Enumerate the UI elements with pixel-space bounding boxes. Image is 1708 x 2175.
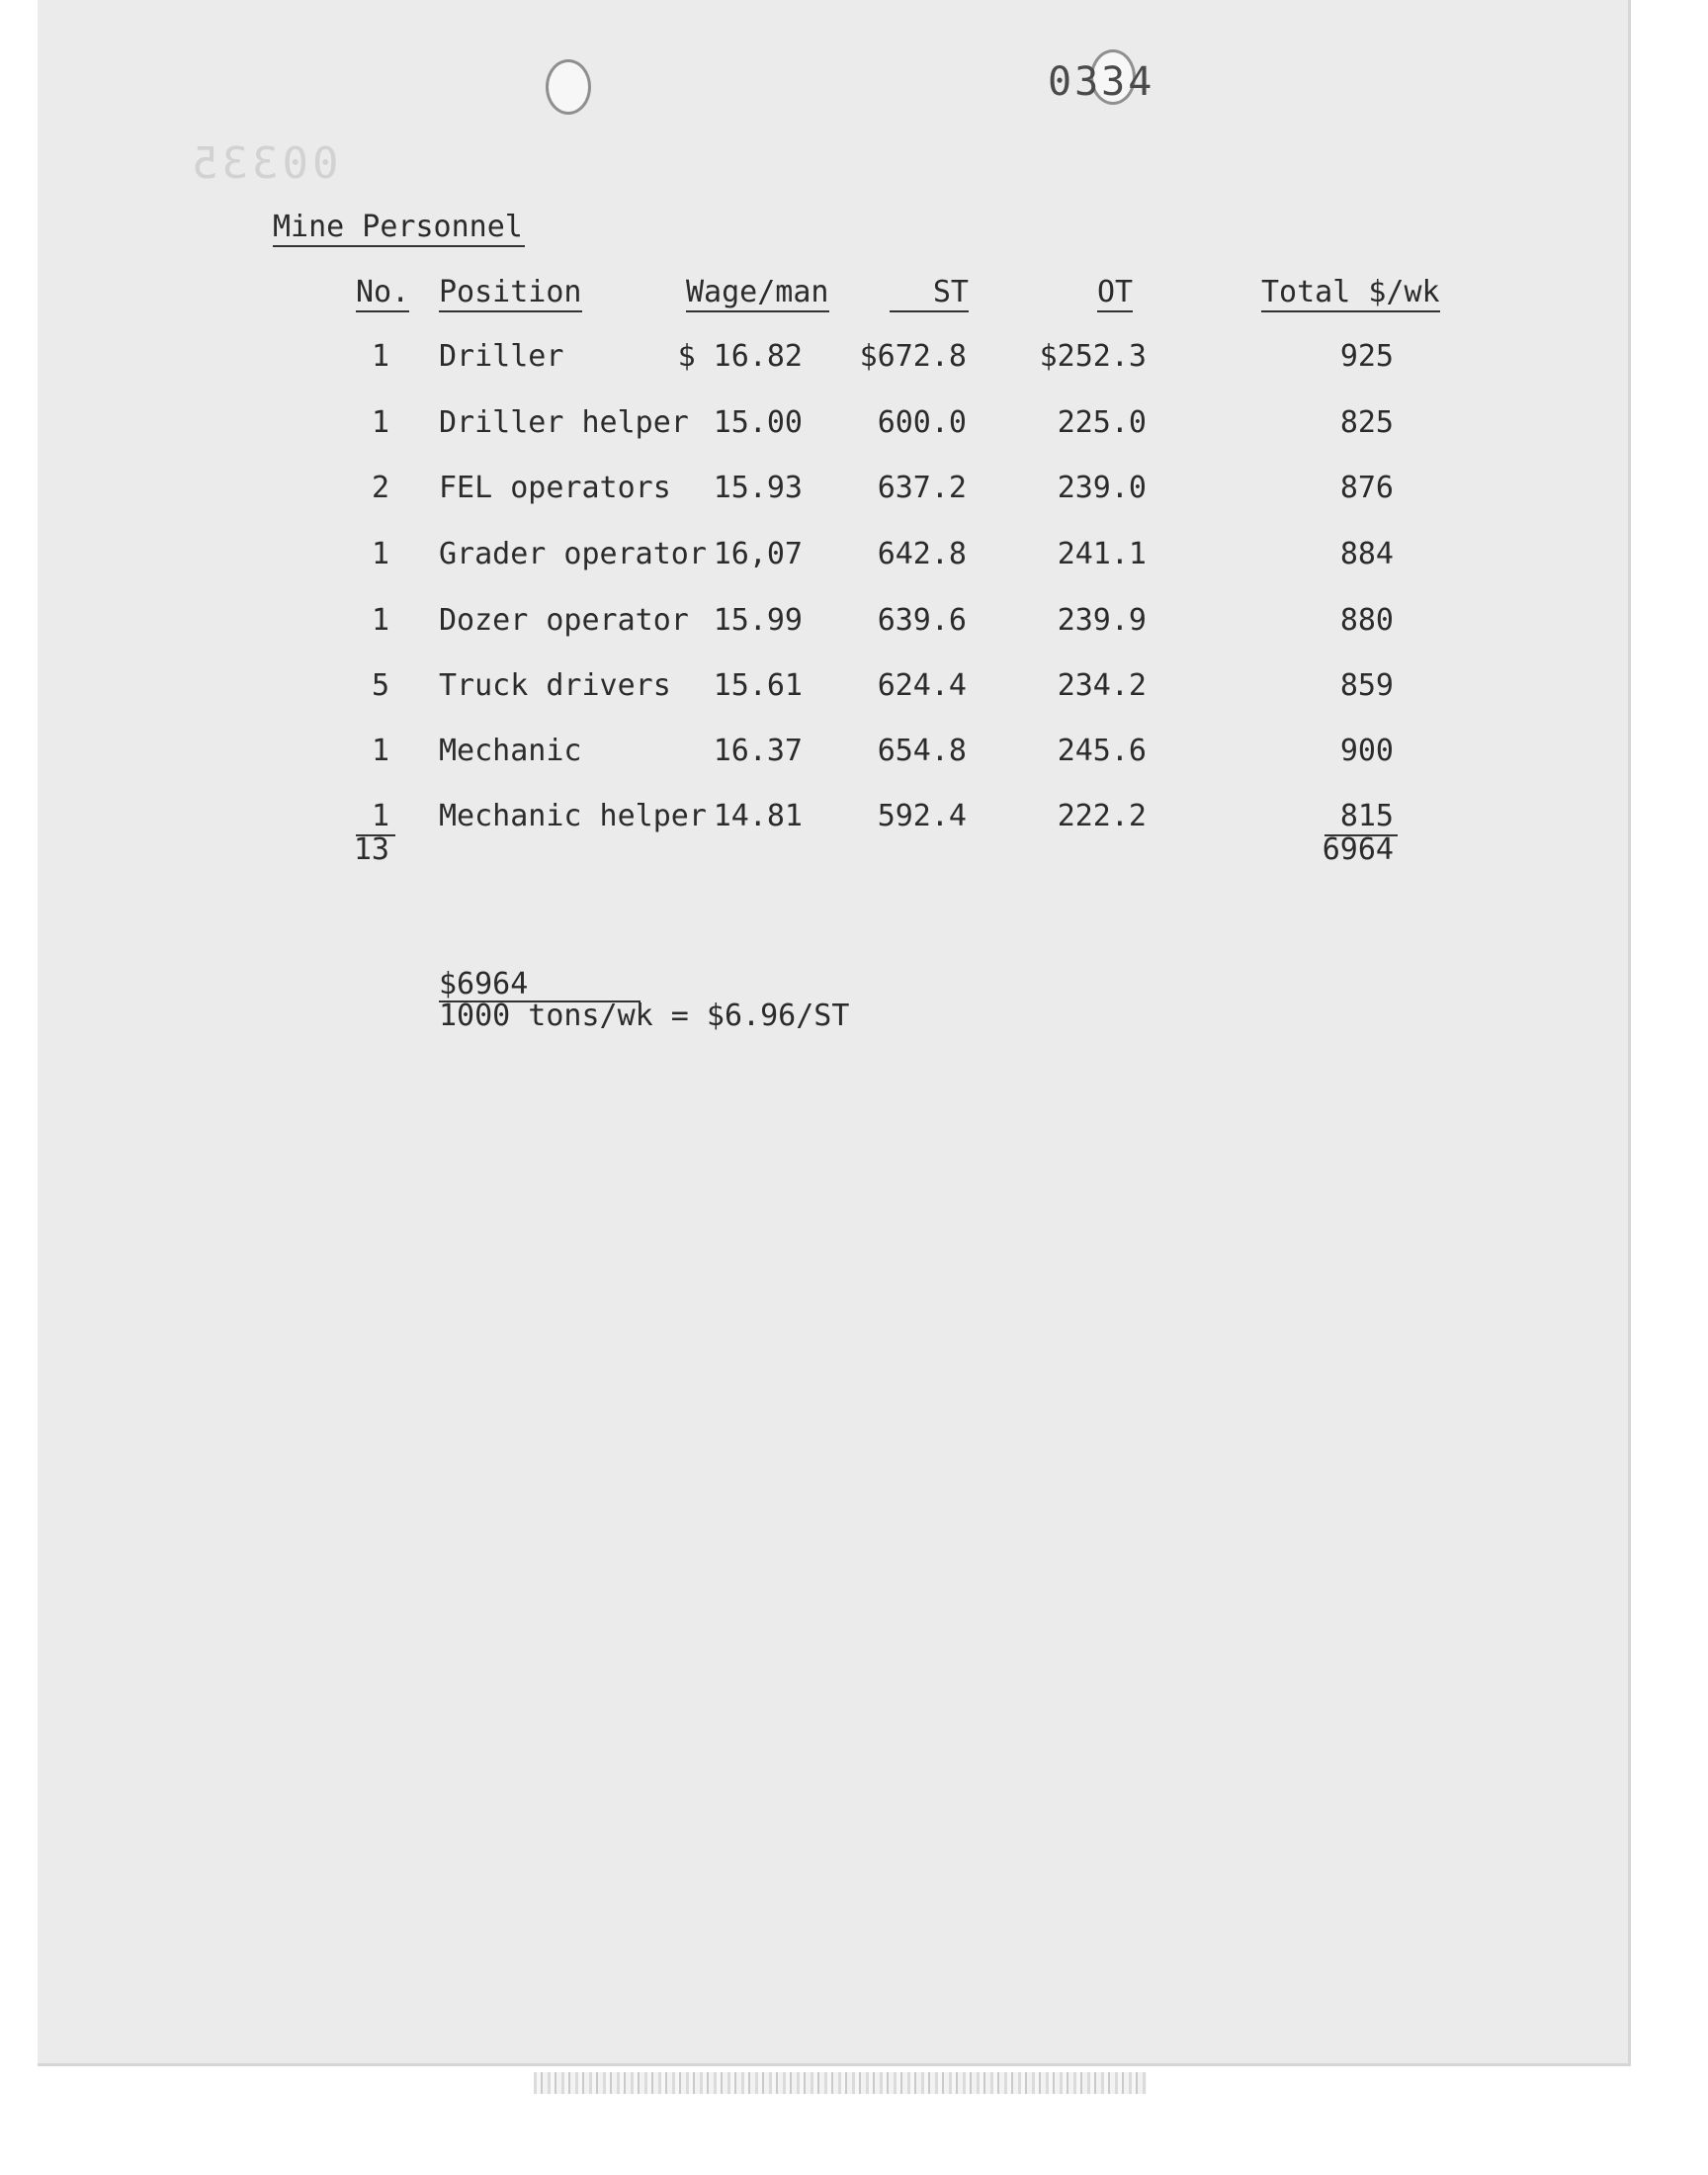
punch-hole-left [546,59,591,115]
table-cell-position: Driller helper [439,405,689,440]
total-amount: 6964 [1322,832,1394,867]
table-cell-no: 1 [371,734,389,768]
table-cell-st: 624.4 [877,668,967,703]
table-cell-wage: 15.00 [713,405,803,440]
calc-denominator-result: 1000 tons/wk = $6.96/ST [439,999,850,1033]
table-cell-wage: 15.99 [713,603,803,638]
table-cell-wage: 14.81 [713,799,803,833]
table-cell-st: $672.8 [859,339,967,374]
table-cell-total: 859 [1339,668,1394,703]
header-total: Total $/wk [1261,275,1440,312]
table-cell-total: 876 [1339,471,1394,505]
table-cell-total: 880 [1339,603,1394,638]
table-cell-position: Mechanic [439,734,582,768]
header-no: No. [356,275,409,312]
table-cell-position: Driller [439,339,564,374]
table-cell-st: 654.8 [877,734,967,768]
table-cell-no: 1 [371,405,389,440]
table-cell-no: 1 [371,339,389,374]
table-cell-st: 592.4 [877,799,967,833]
table-cell-position: Mechanic helper [439,799,707,833]
table-cell-no: 1 [371,799,389,833]
table-cell-wage: $ 16.82 [677,339,803,374]
table-cell-ot: 234.2 [1057,668,1147,703]
table-cell-no: 2 [371,471,389,505]
table-cell-wage: 16,07 [713,537,803,571]
bleed-through-number: 00335 [188,138,339,189]
table-cell-ot: 239.0 [1057,471,1147,505]
table-cell-st: 642.8 [877,537,967,571]
page-title: Mine Personnel [273,210,525,247]
scan-artifact [534,2072,1147,2094]
table-cell-no: 1 [371,537,389,571]
header-wage: Wage/man [686,275,829,312]
table-cell-ot: 222.2 [1057,799,1147,833]
table-cell-position: Grader operator [439,537,707,571]
table-cell-no: 1 [371,603,389,638]
table-cell-position: FEL operators [439,471,671,505]
table-cell-total: 815 [1339,799,1394,833]
table-cell-wage: 15.61 [713,668,803,703]
table-cell-position: Truck drivers [439,668,671,703]
table-cell-total: 925 [1339,339,1394,374]
header-position: Position [439,275,582,312]
table-cell-ot: $252.3 [1039,339,1147,374]
table-cell-wage: 15.93 [713,471,803,505]
total-count: 13 [353,832,389,867]
calc-numerator: $6964 [439,967,529,1001]
header-ot: OT [1097,275,1133,312]
table-cell-st: 637.2 [877,471,967,505]
table-cell-ot: 241.1 [1057,537,1147,571]
table-cell-ot: 245.6 [1057,734,1147,768]
table-cell-ot: 239.9 [1057,603,1147,638]
table-cell-total: 884 [1339,537,1394,571]
table-cell-no: 5 [371,668,389,703]
table-cell-total: 825 [1339,405,1394,440]
header-st: ST [890,275,969,312]
table-cell-st: 639.6 [877,603,967,638]
table-cell-ot: 225.0 [1057,405,1147,440]
table-cell-st: 600.0 [877,405,967,440]
table-cell-wage: 16.37 [713,734,803,768]
document-number: 0334 [1048,59,1155,105]
table-cell-position: Dozer operator [439,603,689,638]
table-cell-total: 900 [1339,734,1394,768]
